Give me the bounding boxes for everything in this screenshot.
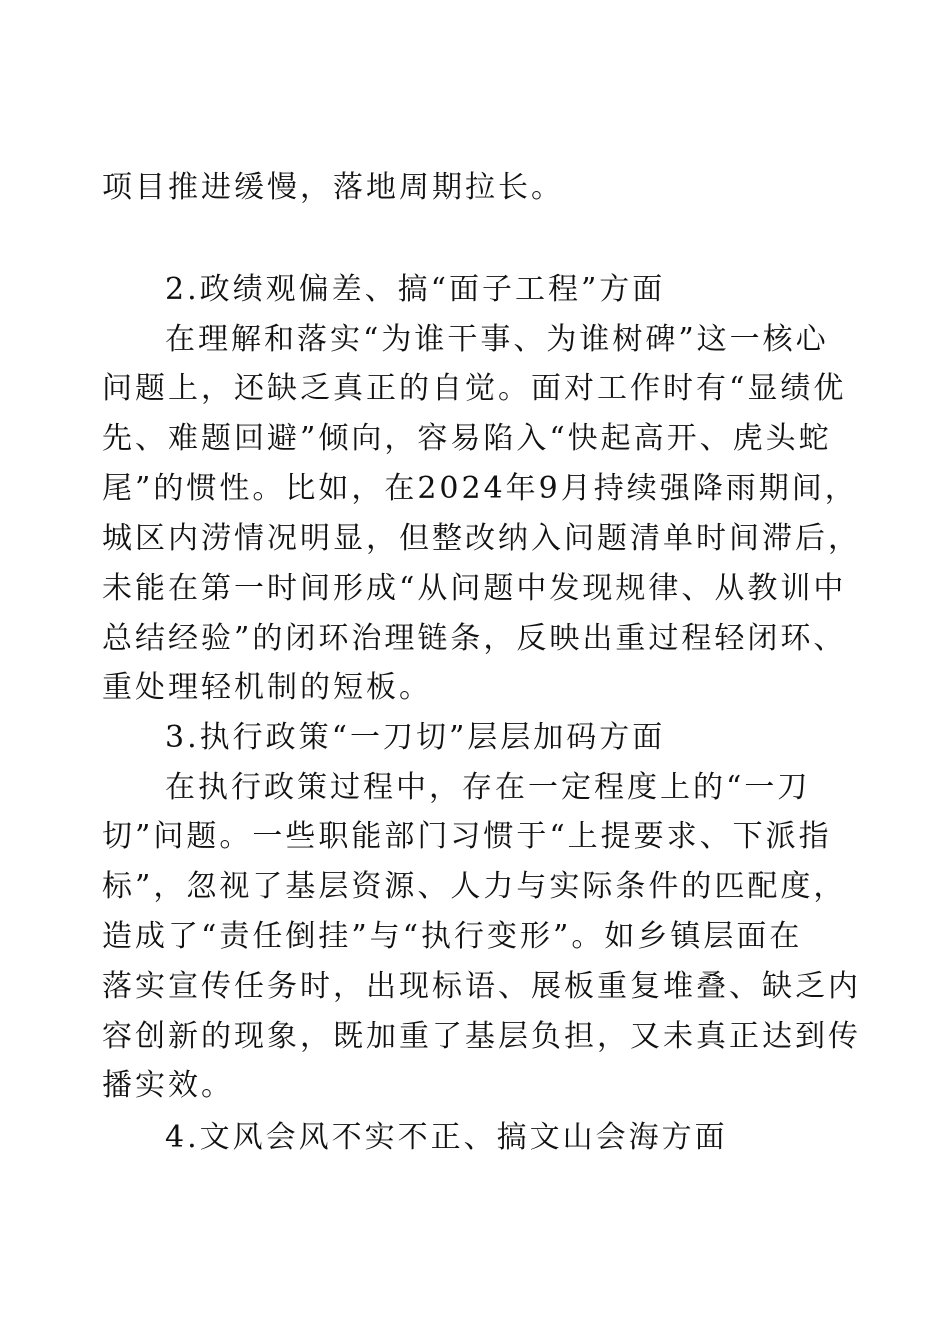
paragraph-line: 造成了“责任倒挂”与“执行变形”。如乡镇层面在 (102, 919, 803, 954)
paragraph-line: 在执行政策过程中，存在一定程度上的“一刀 (165, 770, 811, 805)
section-heading-4: 4.文风会风不实不正、搞文山会海方面 (165, 1120, 728, 1155)
section-heading-2: 2.政绩观偏差、搞“面子工程”方面 (165, 272, 666, 307)
paragraph-line: 问题上，还缺乏真正的自觉。面对工作时有“显绩优 (102, 371, 847, 406)
paragraph-line: 总结经验”的闭环治理链条，反映出重过程轻闭环、 (102, 621, 847, 656)
paragraph-line: 标”，忽视了基层资源、人力与实际条件的匹配度， (102, 869, 847, 904)
paragraph-line: 城区内涝情况明显，但整改纳入问题清单时间滞后， (102, 521, 861, 556)
paragraph-line: 尾”的惯性。比如，在2024年9月持续强降雨期间， (102, 471, 858, 506)
paragraph-line: 落实宣传任务时，出现标语、展板重复堆叠、缺乏内 (102, 969, 861, 1004)
paragraph-line: 未能在第一时间形成“从问题中发现规律、从教训中 (102, 571, 847, 606)
paragraph-line: 在理解和落实“为谁干事、为谁树碑”这一核心 (165, 322, 829, 357)
paragraph-line: 项目推进缓慢，落地周期拉长。 (102, 170, 564, 205)
paragraph-line: 先、难题回避”倾向，容易陷入“快起高开、虎头蛇 (102, 421, 832, 456)
paragraph-line: 播实效。 (102, 1068, 234, 1103)
section-heading-3: 3.执行政策“一刀切”层层加码方面 (165, 720, 666, 755)
paragraph-line: 重处理轻机制的短板。 (102, 670, 432, 705)
paragraph-line: 容创新的现象，既加重了基层负担，又未真正达到传 (102, 1019, 861, 1054)
paragraph-line: 切”问题。一些职能部门习惯于“上提要求、下派指 (102, 819, 832, 854)
